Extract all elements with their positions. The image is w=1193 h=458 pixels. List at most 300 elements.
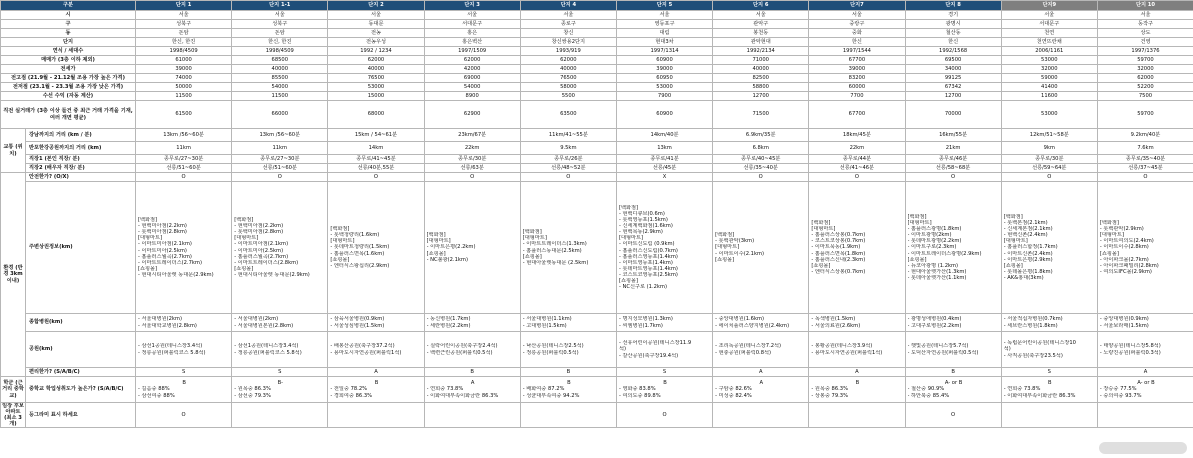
- table-cell[interactable]: 종무로/27~30분: [232, 155, 328, 164]
- table-cell[interactable]: A: [1097, 368, 1193, 377]
- table-cell[interactable]: 종무로/46분: [905, 155, 1001, 164]
- table-cell[interactable]: 69500: [905, 56, 1001, 65]
- header-cell[interactable]: 단지9: [1001, 1, 1097, 11]
- table-cell[interactable]: B: [424, 368, 520, 377]
- table-cell[interactable]: [713, 332, 809, 368]
- table-cell[interactable]: [616, 332, 712, 368]
- table-cell[interactable]: [1097, 332, 1193, 368]
- table-cell[interactable]: 11500: [136, 92, 232, 101]
- table-cell[interactable]: 53000: [1001, 101, 1097, 129]
- table-cell[interactable]: [520, 332, 616, 368]
- header-cell[interactable]: 단지 5: [616, 1, 712, 11]
- table-cell[interactable]: 14km/40분: [616, 129, 712, 142]
- cell-line: - 선유어린이공원(테니스장11.9: [618, 340, 692, 347]
- row-label[interactable]: 종합병원(km): [26, 314, 136, 332]
- header-cell[interactable]: 단지 2: [328, 1, 424, 11]
- table-cell[interactable]: 한신, 한진: [136, 38, 232, 47]
- row-label[interactable]: 전저점 (23.1월 - 23.3월 조용 가장 낮은 가격): [1, 83, 136, 92]
- table-cell[interactable]: A: [809, 368, 905, 377]
- table-cell[interactable]: 선릉/45분: [616, 164, 712, 173]
- table-cell[interactable]: 40000: [232, 65, 328, 74]
- table-cell[interactable]: 15km / 54~61분: [328, 129, 424, 142]
- table-cell[interactable]: 종무로/30분: [1001, 155, 1097, 164]
- table-cell[interactable]: 9km: [1001, 142, 1097, 155]
- table-cell[interactable]: 54000: [232, 83, 328, 92]
- table-cell[interactable]: 62000: [424, 56, 520, 65]
- table-cell[interactable]: 1997/1314: [616, 47, 712, 56]
- table-cell[interactable]: [232, 403, 328, 428]
- table-cell[interactable]: 11500: [232, 92, 328, 101]
- table-cell[interactable]: [328, 182, 424, 314]
- table-cell[interactable]: 59700: [1097, 56, 1193, 65]
- category-label[interactable]: 교통 (위치): [1, 129, 26, 173]
- table-cell[interactable]: [424, 314, 520, 332]
- table-cell[interactable]: 서울: [328, 11, 424, 20]
- header-cell[interactable]: 단지 10: [1097, 1, 1193, 11]
- row-label[interactable]: 안전한가? (O/X): [26, 173, 136, 182]
- row-label[interactable]: 강남까지의 거리 (km / 분): [26, 129, 136, 142]
- table-cell[interactable]: 종로구: [520, 20, 616, 29]
- table-cell[interactable]: 11km/41~55분: [520, 129, 616, 142]
- cell-line: - 현백미아점(2.2km): [138, 223, 187, 230]
- table-cell[interactable]: 선릉/40분,55분: [328, 164, 424, 173]
- table-cell[interactable]: 13km /56~60분: [136, 129, 232, 142]
- table-cell[interactable]: 52200: [1097, 83, 1193, 92]
- table-cell[interactable]: 60000: [809, 83, 905, 92]
- table-cell[interactable]: [328, 377, 424, 403]
- table-cell[interactable]: [905, 314, 1001, 332]
- table-cell[interactable]: 70000: [905, 101, 1001, 129]
- table-cell[interactable]: 11600: [1001, 92, 1097, 101]
- table-cell[interactable]: 1997/1509: [424, 47, 520, 56]
- table-cell[interactable]: 67342: [905, 83, 1001, 92]
- table-cell[interactable]: [424, 332, 520, 368]
- table-cell[interactable]: 종무로/30분: [424, 155, 520, 164]
- table-cell[interactable]: 1997/1376: [1097, 47, 1193, 56]
- cell-line: B-: [277, 380, 283, 387]
- table-cell[interactable]: 99125: [905, 74, 1001, 83]
- cell-line: [백화점]: [522, 229, 542, 236]
- table-cell[interactable]: 76500: [328, 74, 424, 83]
- table-cell[interactable]: [809, 332, 905, 368]
- table-cell[interactable]: 66000: [232, 101, 328, 129]
- table-cell[interactable]: 53000: [328, 83, 424, 92]
- table-cell[interactable]: 23km/67분: [424, 129, 520, 142]
- row-label[interactable]: 단지: [1, 38, 136, 47]
- table-cell[interactable]: 62000: [1097, 74, 1193, 83]
- table-cell[interactable]: 60900: [616, 101, 712, 129]
- table-cell[interactable]: B: [520, 368, 616, 377]
- table-cell[interactable]: 6.8km: [713, 142, 809, 155]
- table-cell[interactable]: [136, 332, 232, 368]
- table-cell[interactable]: 83200: [809, 74, 905, 83]
- table-cell[interactable]: 14km: [328, 142, 424, 155]
- header-cell[interactable]: 단지 6: [713, 1, 809, 11]
- table-cell[interactable]: 종무로/40~45분: [713, 155, 809, 164]
- table-cell[interactable]: O: [136, 173, 232, 182]
- table-cell[interactable]: 41400: [1001, 83, 1097, 92]
- table-cell[interactable]: 홍은벽산: [424, 38, 520, 47]
- table-cell[interactable]: 32000: [1001, 65, 1097, 74]
- header-cell[interactable]: 단지 3: [424, 1, 520, 11]
- table-cell[interactable]: 경기: [905, 11, 1001, 20]
- table-cell[interactable]: S: [232, 368, 328, 377]
- table-cell[interactable]: 전농: [328, 29, 424, 38]
- header-cell[interactable]: 단지 8: [905, 1, 1001, 11]
- table-cell[interactable]: 종무로/26분: [520, 155, 616, 164]
- cell-line: - 롯백관악(2.9km): [1099, 226, 1144, 233]
- table-cell[interactable]: [1097, 314, 1193, 332]
- table-cell[interactable]: 40000: [328, 65, 424, 74]
- row-label[interactable]: 공원(km): [26, 332, 136, 368]
- table-row: [1, 47, 1193, 56]
- table-cell[interactable]: [232, 182, 328, 314]
- cell-line: [쇼핑몰]: [426, 250, 446, 257]
- table-cell[interactable]: 8900: [424, 92, 520, 101]
- table-cell[interactable]: 62900: [424, 101, 520, 129]
- row-label[interactable]: 전고점 (21.9월 - 21.12월 조용 가장 높은 가격): [1, 74, 136, 83]
- table-cell[interactable]: 7700: [809, 92, 905, 101]
- table-cell[interactable]: 42000: [424, 65, 520, 74]
- row-label[interactable]: 수선 수익 (자동 계산): [1, 92, 136, 101]
- row-label[interactable]: 등그라미 표시 하세요: [26, 403, 136, 428]
- table-cell[interactable]: 11km: [232, 142, 328, 155]
- table-cell[interactable]: 선릉/58~68분: [905, 164, 1001, 173]
- table-cell[interactable]: 9.5km: [520, 142, 616, 155]
- table-cell[interactable]: 선릉/51~60분: [136, 164, 232, 173]
- table-cell[interactable]: O: [713, 173, 809, 182]
- cell-line: - 홈플러스월곡(2.7km): [138, 253, 192, 260]
- category-label[interactable]: 환경 (반경 3km이내): [1, 173, 26, 377]
- cell-line: - 조리독공원(테니스장7.2석): [715, 343, 782, 350]
- table-cell[interactable]: 천연뜨란채: [1001, 38, 1097, 47]
- table-cell[interactable]: 한신, 한진: [232, 38, 328, 47]
- table-cell[interactable]: 71500: [713, 101, 809, 129]
- row-label[interactable]: 구: [1, 20, 136, 29]
- table-cell[interactable]: 60950: [616, 74, 712, 83]
- table-cell[interactable]: 71000: [713, 56, 809, 65]
- table-cell[interactable]: 서울: [713, 11, 809, 20]
- table-cell[interactable]: [1097, 377, 1193, 403]
- row-label[interactable]: 동: [1, 29, 136, 38]
- table-cell[interactable]: 5500: [520, 92, 616, 101]
- table-cell[interactable]: [520, 403, 616, 428]
- table-cell[interactable]: 서대문구: [424, 20, 520, 29]
- table-cell[interactable]: 34000: [905, 65, 1001, 74]
- table-cell[interactable]: 1992/1568: [905, 47, 1001, 56]
- table-cell[interactable]: 32000: [1097, 65, 1193, 74]
- table-cell[interactable]: X: [616, 173, 712, 182]
- table-cell[interactable]: 서울: [520, 11, 616, 20]
- table-cell[interactable]: 59000: [1001, 74, 1097, 83]
- table-cell[interactable]: S: [1001, 368, 1097, 377]
- table-cell[interactable]: [713, 182, 809, 314]
- table-cell[interactable]: 39000: [809, 65, 905, 74]
- cell-line: - 이화여대부속이화금란 86.3%: [426, 392, 499, 399]
- table-cell[interactable]: 22km: [424, 142, 520, 155]
- table-cell[interactable]: 선릉/63분: [424, 164, 520, 173]
- table-cell[interactable]: [1001, 403, 1097, 428]
- table-cell[interactable]: O: [616, 403, 712, 428]
- row-label[interactable]: 매매가 (3층 이하 제외): [1, 56, 136, 65]
- table-cell[interactable]: [520, 182, 616, 314]
- table-cell[interactable]: 82500: [713, 74, 809, 83]
- table-cell[interactable]: [1001, 182, 1097, 314]
- row-label[interactable]: 중학교 학업성취도가 높은가? (S/A/B/C): [26, 377, 136, 403]
- table-cell[interactable]: 광명시: [905, 20, 1001, 29]
- cell-line: - 서울의료원(2.6km): [811, 322, 861, 329]
- table-cell[interactable]: 선릉/59~64분: [1001, 164, 1097, 173]
- table-cell[interactable]: 중랑구: [809, 20, 905, 29]
- table-cell[interactable]: 7900: [616, 92, 712, 101]
- table-cell[interactable]: 선릉/37~45분: [1097, 164, 1193, 173]
- table-cell[interactable]: 6.9km/35분: [713, 129, 809, 142]
- table-cell[interactable]: 선릉/35~40분: [713, 164, 809, 173]
- table-cell[interactable]: 11km: [136, 142, 232, 155]
- table-cell[interactable]: 동대문: [328, 20, 424, 29]
- table-cell[interactable]: [905, 332, 1001, 368]
- table-cell[interactable]: [809, 182, 905, 314]
- table-cell[interactable]: 1998/4509: [232, 47, 328, 56]
- cell-line: - 독립문어린이공원(테니스장10: [1003, 340, 1076, 347]
- table-cell[interactable]: S: [136, 368, 232, 377]
- row-label[interactable]: 주변상권정보(km): [26, 182, 136, 314]
- table-cell[interactable]: 성북구: [232, 20, 328, 29]
- table-cell[interactable]: 종무로/27~30분: [136, 155, 232, 164]
- table-cell[interactable]: 종무로/41~45분: [328, 155, 424, 164]
- table-cell[interactable]: 62000: [328, 56, 424, 65]
- table-cell[interactable]: 1993/919: [520, 47, 616, 56]
- table-cell[interactable]: [136, 314, 232, 332]
- cell-line: - 실락어린이공원(축구장2.4석): [426, 343, 498, 350]
- table-cell[interactable]: 58800: [713, 83, 809, 92]
- table-cell[interactable]: 1992/2134: [713, 47, 809, 56]
- table-cell[interactable]: 서대문구: [1001, 20, 1097, 29]
- header-cell[interactable]: 단지 1-1: [232, 1, 328, 11]
- table-cell[interactable]: [905, 182, 1001, 314]
- table-cell[interactable]: 67700: [809, 101, 905, 129]
- table-cell[interactable]: 62000: [520, 56, 616, 65]
- table-cell[interactable]: [328, 332, 424, 368]
- table-cell[interactable]: O: [905, 403, 1001, 428]
- table-cell[interactable]: 동작구: [1097, 20, 1193, 29]
- cell-line: - 동신병원(1.7km): [426, 316, 471, 323]
- table-cell[interactable]: [1097, 403, 1193, 428]
- table-cell[interactable]: [1097, 182, 1193, 314]
- table-cell[interactable]: 50000: [136, 83, 232, 92]
- table-cell[interactable]: 9.2km/40분: [1097, 129, 1193, 142]
- table-cell[interactable]: 39000: [616, 65, 712, 74]
- table-cell[interactable]: [616, 314, 712, 332]
- table-cell[interactable]: 관악구: [713, 20, 809, 29]
- table-cell[interactable]: 서울: [424, 11, 520, 20]
- table-cell[interactable]: 13km: [616, 142, 712, 155]
- table-cell[interactable]: S: [616, 368, 712, 377]
- table-cell[interactable]: [328, 403, 424, 428]
- table-cell[interactable]: [809, 403, 905, 428]
- table-cell[interactable]: 40000: [713, 65, 809, 74]
- table-cell[interactable]: 현대3차: [616, 38, 712, 47]
- table-cell[interactable]: O: [232, 173, 328, 182]
- table-cell[interactable]: 돈암: [136, 29, 232, 38]
- row-label[interactable]: 편리한가? (S/A/B/C): [26, 368, 136, 377]
- table-cell[interactable]: 74000: [136, 74, 232, 83]
- table-cell[interactable]: 선릉/48~52분: [520, 164, 616, 173]
- header-cell[interactable]: 단지7: [809, 1, 905, 11]
- table-cell[interactable]: 60900: [616, 56, 712, 65]
- table-cell[interactable]: 선릉/41~46분: [809, 164, 905, 173]
- table-cell[interactable]: O: [1001, 173, 1097, 182]
- table-cell[interactable]: 종무로/35~40분: [1097, 155, 1193, 164]
- table-cell[interactable]: 한신: [809, 38, 905, 47]
- table-cell[interactable]: 관악현대: [713, 38, 809, 47]
- header-cell[interactable]: 단지 1: [136, 1, 232, 11]
- table-cell[interactable]: 13km /56~60분: [232, 129, 328, 142]
- table-cell[interactable]: 53000: [616, 83, 712, 92]
- table-cell[interactable]: 7.6km: [1097, 142, 1193, 155]
- table-cell[interactable]: 철산동: [905, 29, 1001, 38]
- table-cell[interactable]: 59700: [1097, 101, 1193, 129]
- cell-line: - 이마트트레이더스(2.7km): [138, 259, 202, 266]
- table-cell[interactable]: 22km: [809, 142, 905, 155]
- table-cell[interactable]: 서울: [809, 11, 905, 20]
- row-label[interactable]: 반포한강공원까지의 거리 (km): [26, 142, 136, 155]
- row-label[interactable]: 전세가: [1, 65, 136, 74]
- table-cell[interactable]: [713, 377, 809, 403]
- header-cell[interactable]: 단지 4: [520, 1, 616, 11]
- table-cell[interactable]: O: [136, 403, 232, 428]
- table-cell[interactable]: 대림: [616, 29, 712, 38]
- table-cell[interactable]: [1001, 332, 1097, 368]
- table-cell[interactable]: 성북구: [136, 20, 232, 29]
- cell-line: [쇼핑몰]: [907, 256, 927, 263]
- table-cell[interactable]: [424, 377, 520, 403]
- table-cell[interactable]: 서울: [136, 11, 232, 20]
- row-label[interactable]: 연식 / 세대수: [1, 47, 136, 56]
- table-cell[interactable]: 69000: [424, 74, 520, 83]
- table-cell[interactable]: [809, 377, 905, 403]
- table-cell[interactable]: [809, 314, 905, 332]
- table-cell[interactable]: 건영: [1097, 38, 1193, 47]
- table-cell[interactable]: 21km: [905, 142, 1001, 155]
- table-cell[interactable]: 서울: [1001, 11, 1097, 20]
- table-cell[interactable]: 12km/51~58분: [1001, 129, 1097, 142]
- table-cell[interactable]: 전농우성: [328, 38, 424, 47]
- table-cell[interactable]: 58000: [520, 83, 616, 92]
- table-cell[interactable]: O: [1097, 173, 1193, 182]
- table-cell[interactable]: 돈암: [232, 29, 328, 38]
- table-cell[interactable]: [328, 314, 424, 332]
- table-cell[interactable]: 한신: [905, 38, 1001, 47]
- table-cell[interactable]: [1001, 314, 1097, 332]
- table-cell[interactable]: [616, 182, 712, 314]
- category-label[interactable]: 학군 (근거리 중학교): [1, 377, 26, 403]
- table-cell[interactable]: 12700: [905, 92, 1001, 101]
- cell-line: B: [374, 380, 379, 387]
- header-cell[interactable]: 구분: [1, 1, 136, 11]
- table-cell[interactable]: 54000: [424, 83, 520, 92]
- table-cell[interactable]: [232, 314, 328, 332]
- table-cell[interactable]: 1992 / 1234: [328, 47, 424, 56]
- table-cell[interactable]: 종무로/41분: [616, 155, 712, 164]
- table-cell[interactable]: 봉천동: [713, 29, 809, 38]
- table-cell[interactable]: [136, 182, 232, 314]
- table-cell[interactable]: O: [424, 173, 520, 182]
- table-cell[interactable]: 선릉/51~60분: [232, 164, 328, 173]
- table-cell[interactable]: 7500: [1097, 92, 1193, 101]
- table-cell[interactable]: [232, 377, 328, 403]
- table-cell[interactable]: 서울: [232, 11, 328, 20]
- table-cell[interactable]: 68000: [328, 101, 424, 129]
- table-cell[interactable]: O: [520, 173, 616, 182]
- table-cell[interactable]: [424, 403, 520, 428]
- table-cell[interactable]: [905, 377, 1001, 403]
- table-cell[interactable]: [713, 403, 809, 428]
- table-cell[interactable]: O: [905, 173, 1001, 182]
- table-cell[interactable]: 15000: [328, 92, 424, 101]
- table-cell[interactable]: 67700: [809, 56, 905, 65]
- table-cell[interactable]: [424, 182, 520, 314]
- table-cell[interactable]: 61000: [136, 56, 232, 65]
- table-cell[interactable]: 홍은: [424, 29, 520, 38]
- table-cell[interactable]: 12700: [713, 92, 809, 101]
- table-cell[interactable]: 1997/1544: [809, 47, 905, 56]
- table-cell[interactable]: 16km/55분: [905, 129, 1001, 142]
- table-cell[interactable]: A: [713, 368, 809, 377]
- row-label[interactable]: 직장1 (본인 직장/ 분): [26, 155, 136, 164]
- table-cell[interactable]: 창신쌍용2단지: [520, 38, 616, 47]
- table-cell[interactable]: 종무로/44분: [809, 155, 905, 164]
- table-cell[interactable]: 76500: [520, 74, 616, 83]
- cell-line: [백화점]: [330, 226, 350, 233]
- table-cell[interactable]: [136, 377, 232, 403]
- table-cell[interactable]: [520, 377, 616, 403]
- table-cell[interactable]: 61500: [136, 101, 232, 129]
- table-cell[interactable]: [616, 377, 712, 403]
- table-cell[interactable]: 서울: [616, 11, 712, 20]
- table-cell[interactable]: 상도: [1097, 29, 1193, 38]
- row-label[interactable]: 직전 실거래가 (3층 이상 들건 중 최근 거래 가격을 기재, 여러 개면 평균): [1, 101, 136, 129]
- table-cell[interactable]: [232, 332, 328, 368]
- table-cell[interactable]: A: [328, 368, 424, 377]
- category-label[interactable]: 임장 후보 아파트 (최소 3개): [2, 403, 24, 428]
- table-cell[interactable]: B: [905, 368, 1001, 377]
- table-cell[interactable]: 18km/45분: [809, 129, 905, 142]
- table-cell[interactable]: 85500: [232, 74, 328, 83]
- table-cell[interactable]: 영등포구: [616, 20, 712, 29]
- table-cell[interactable]: 창신: [520, 29, 616, 38]
- table-cell[interactable]: 40000: [520, 65, 616, 74]
- table-cell[interactable]: 68500: [232, 56, 328, 65]
- table-cell[interactable]: 1998/4509: [136, 47, 232, 56]
- table-cell[interactable]: 천연: [1001, 29, 1097, 38]
- cell-line: [백화점]: [907, 213, 927, 220]
- table-cell[interactable]: 63500: [520, 101, 616, 129]
- table-cell[interactable]: 서울: [1097, 11, 1193, 20]
- cell-line: - 신세계백화점(1.6km): [618, 223, 673, 230]
- table-cell[interactable]: 중화: [809, 29, 905, 38]
- table-cell[interactable]: [1001, 377, 1097, 403]
- table-cell[interactable]: 53000: [1001, 56, 1097, 65]
- table-cell[interactable]: [713, 314, 809, 332]
- row-label[interactable]: 직장2 (배우자 직장/ 분): [26, 164, 136, 173]
- table-cell[interactable]: 2006/1161: [1001, 47, 1097, 56]
- table-cell[interactable]: O: [809, 173, 905, 182]
- table-cell[interactable]: O: [328, 173, 424, 182]
- table-cell[interactable]: [520, 314, 616, 332]
- row-label[interactable]: 시: [1, 11, 136, 20]
- table-cell[interactable]: 39000: [136, 65, 232, 74]
